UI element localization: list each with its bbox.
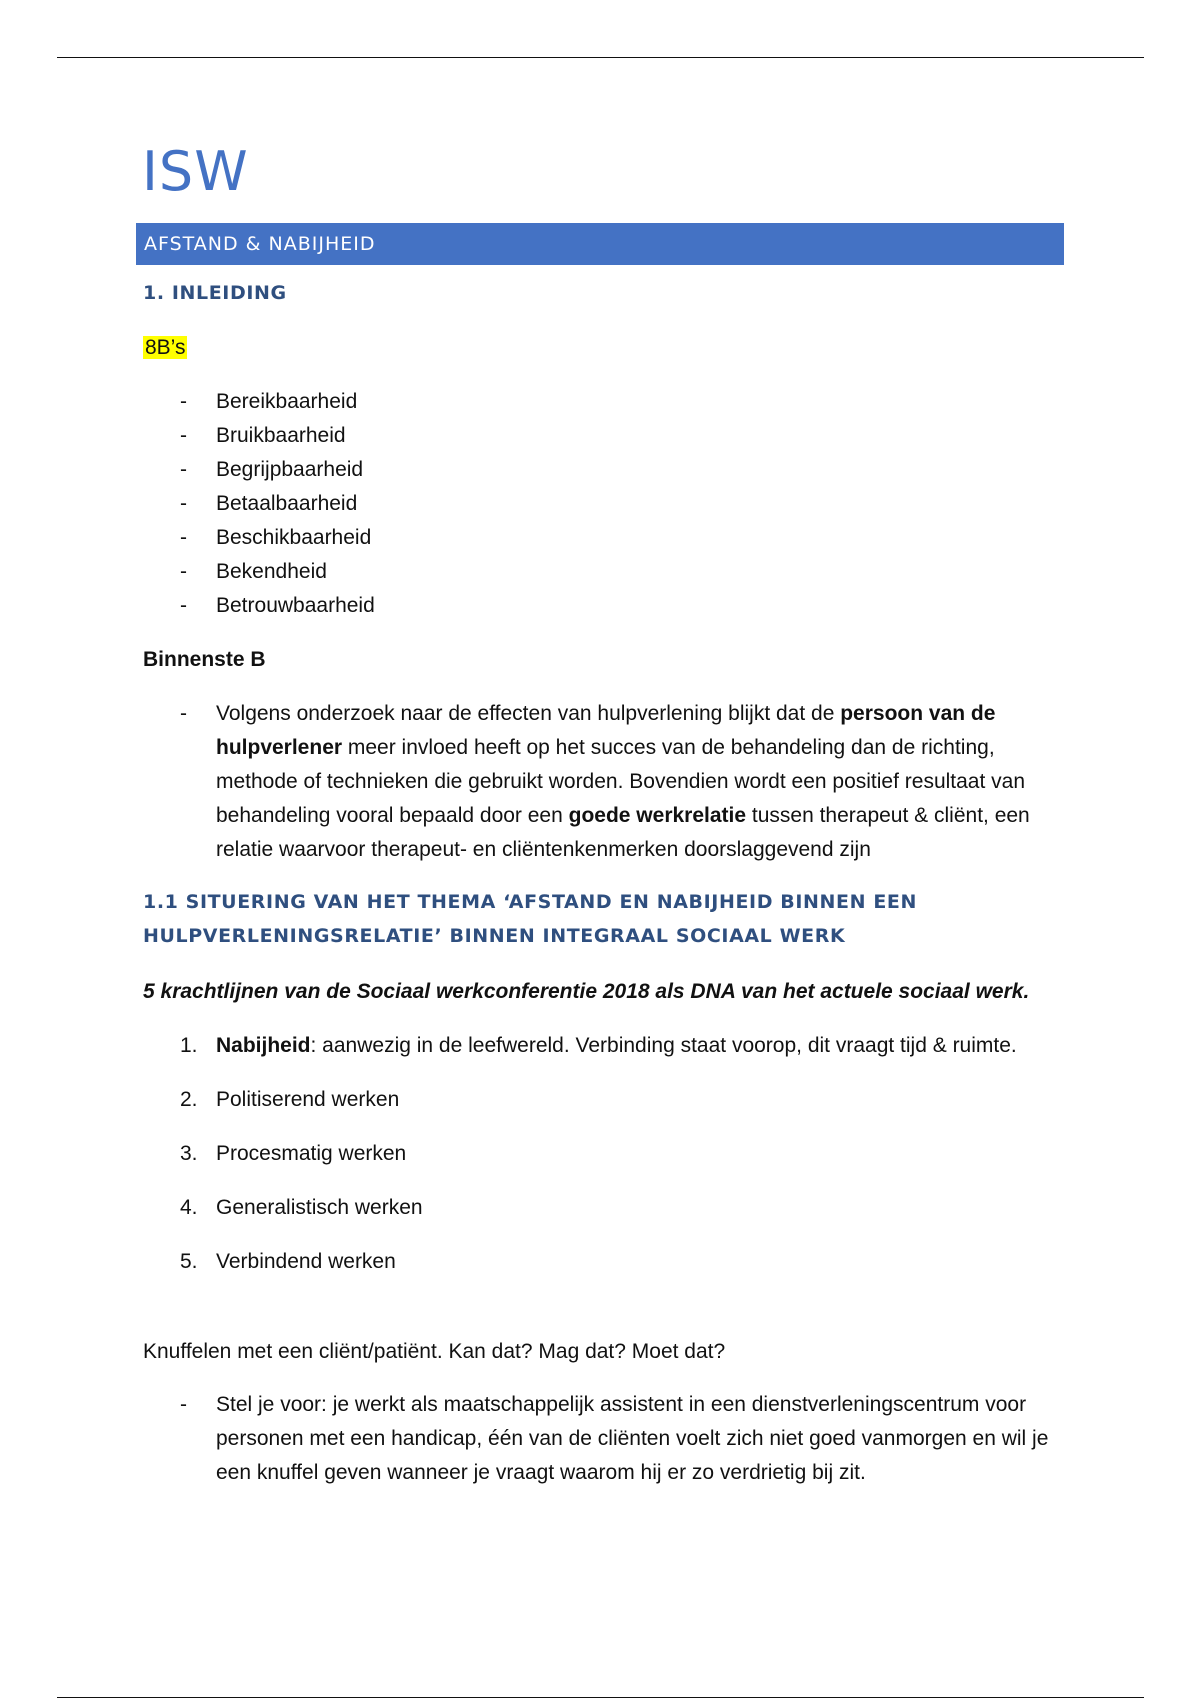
bullet-dash: - <box>180 390 187 413</box>
list-item-text: Beschikbaarheid <box>216 526 372 549</box>
paragraph-part: tussen therapeut & cliënt, een relatie waarvoor therapeut- en cliëntenkenmerken doorslaggevend zijn <box>216 804 1030 861</box>
list-item <box>143 385 1073 419</box>
list-item <box>143 1388 1073 1490</box>
list-item-text: Procesmatig werken <box>216 1142 407 1165</box>
bullet-dash: - <box>180 492 187 515</box>
highlight-text: 8B’s <box>145 336 186 359</box>
list-item <box>143 589 1073 623</box>
section-heading-text: AFSTAND & NABIJHEID <box>144 233 376 255</box>
list-item <box>143 555 1073 589</box>
heading-binnenste-b: Binnenste B <box>143 648 266 671</box>
krachtlijnen-intro: 5 krachtlijnen van de Sociaal werkconferentie 2018 als DNA van het actuele sociaal werk. <box>143 980 1030 1003</box>
bottom-rule <box>57 1697 1144 1698</box>
top-rule <box>57 57 1144 58</box>
list-number: 5. <box>180 1250 198 1273</box>
list-item <box>143 1245 1073 1279</box>
bullet-dash: - <box>180 526 187 549</box>
list-item <box>143 487 1073 521</box>
bullet-dash: - <box>180 594 187 617</box>
list-item-text: Bereikbaarheid <box>216 390 358 413</box>
list-item <box>143 453 1073 487</box>
heading-inleiding: 1. INLEIDING <box>143 282 287 304</box>
list-8b <box>143 385 1073 623</box>
list-item-text: Verbindend werken <box>216 1250 396 1273</box>
bold-phrase: persoon van de hulpverlener <box>216 702 996 759</box>
list-item-text: Betrouwbaarheid <box>216 594 375 617</box>
list-item <box>143 1083 1073 1117</box>
paragraph-part: meer invloed heeft op het succes van de behandeling dan de richting, methode of technieken die gebruikt worden. Bovendien wordt een positief resultaat van behandeling vooral bepaald door een <box>216 736 1026 827</box>
list-krachtlijnen <box>143 1029 1073 1299</box>
list-item-text: Stel je voor: je werkt als maatschappelijk assistent in een dienstverleningscentrum voor personen met een handicap, één van de cliënten voelt zich niet goed vanmorgen en wil je een knuffel geven wanneer je vraagt waarom hij er zo verdrietig bij zit. <box>216 1393 1049 1484</box>
bullet-dash: - <box>180 458 187 481</box>
list-item-text: Bekendheid <box>216 560 327 583</box>
bullet-dash: - <box>180 424 187 447</box>
highlighted-label-8bs <box>143 331 187 365</box>
list-item <box>143 1191 1073 1225</box>
list-knuffelen <box>143 1388 1073 1490</box>
paragraph-part: Volgens onderzoek naar de effecten van hulpverlening blijkt dat de <box>216 702 841 725</box>
bold-phrase: Nabijheid <box>216 1034 311 1057</box>
list-item-text: Generalistisch werken <box>216 1196 423 1219</box>
bullet-dash: - <box>180 1393 187 1416</box>
list-number: 2. <box>180 1088 198 1111</box>
heading-situering: 1.1 SITUERING VAN HET THEMA ‘AFSTAND EN NABIJHEID BINNEN EEN HULPVERLENINGSRELATIE’ BINNEN INTEGRAAL SOCIAAL WERK <box>143 891 918 947</box>
list-binnenste-b <box>143 697 1073 867</box>
list-number: 3. <box>180 1142 198 1165</box>
bullet-dash: - <box>180 560 187 583</box>
document-title: ISW <box>142 140 249 203</box>
bold-phrase: goede werkrelatie <box>568 804 747 827</box>
list-item-text: Bruikbaarheid <box>216 424 346 447</box>
list-item <box>143 521 1073 555</box>
list-item-text: Betaalbaarheid <box>216 492 358 515</box>
list-number: 4. <box>180 1196 198 1219</box>
section-heading-bar <box>136 223 1064 265</box>
list-item <box>143 419 1073 453</box>
list-item-text: : aanwezig in de leefwereld. Verbinding staat voorop, dit vraagt tijd & ruimte. <box>310 1034 1017 1057</box>
list-item-text: Begrijpbaarheid <box>216 458 364 481</box>
bullet-dash: - <box>180 702 187 725</box>
list-item-text: Politiserend werken <box>216 1088 400 1111</box>
list-item <box>143 1029 1073 1063</box>
list-item <box>143 697 1073 867</box>
list-number: 1. <box>180 1034 198 1057</box>
knuffelen-question: Knuffelen met een cliënt/patiënt. Kan dat? Mag dat? Moet dat? <box>143 1340 726 1363</box>
list-item <box>143 1137 1073 1171</box>
